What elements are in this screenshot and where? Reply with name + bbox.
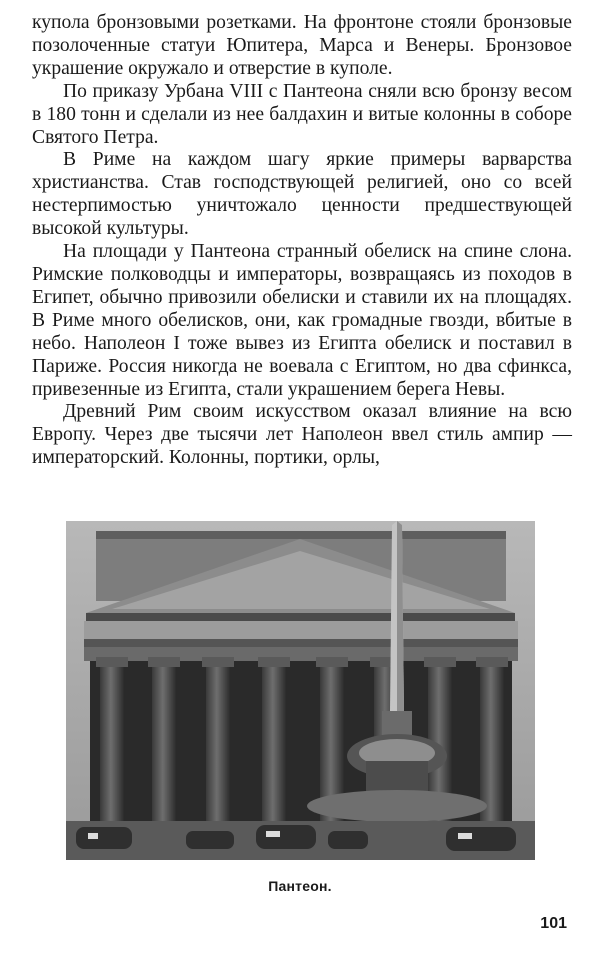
paragraph-4: На площади у Пантеона странный обелиск на спине слона. Римские полководцы и императоры, возвращаясь из походов в Египет, обычно привозили обелиски и ставили их на площадях. В Риме много обелисков, они, как громадные гвозди, вбитые в небо. Наполеон I тоже вывез из Египта обелиск и поставил в Париже. Россия никогда не воевала с Египтом, но два сфинкса, привезенные из Египта, стали украшением берега Невы. bbox=[32, 241, 572, 400]
photo-caption: Пантеон. bbox=[268, 878, 332, 894]
body-text bbox=[32, 12, 572, 470]
paragraph-2: По приказу Урбана VIII с Пантеона сняли всю бронзу весом в 180 тонн и сделали из нее балдахин и витые колонны в соборе Святого Петра. bbox=[32, 80, 572, 148]
pantheon-illustration bbox=[66, 521, 535, 860]
paragraph-1: купола бронзовыми розетками. На фронтоне стояли бронзовые позолоченные статуи Юпитера, Марса и Венеры. Бронзовое украшение окружало и отверстие в куполе. bbox=[32, 12, 572, 79]
paragraph-3: В Риме на каждом шагу яркие примеры варварства христианства. Став господствующей религией, оно со всей нестерпимостью уничтожало ценности предшествующей высокой культуры. bbox=[32, 149, 572, 240]
paragraph-5: Древний Рим своим искусством оказал влияние на всю Европу. Через две тысячи лет Наполеон ввел стиль ампир — императорский. Колонны, портики, орлы, bbox=[32, 401, 572, 469]
pantheon-photo bbox=[66, 521, 535, 860]
page-number: 101 bbox=[540, 915, 567, 932]
